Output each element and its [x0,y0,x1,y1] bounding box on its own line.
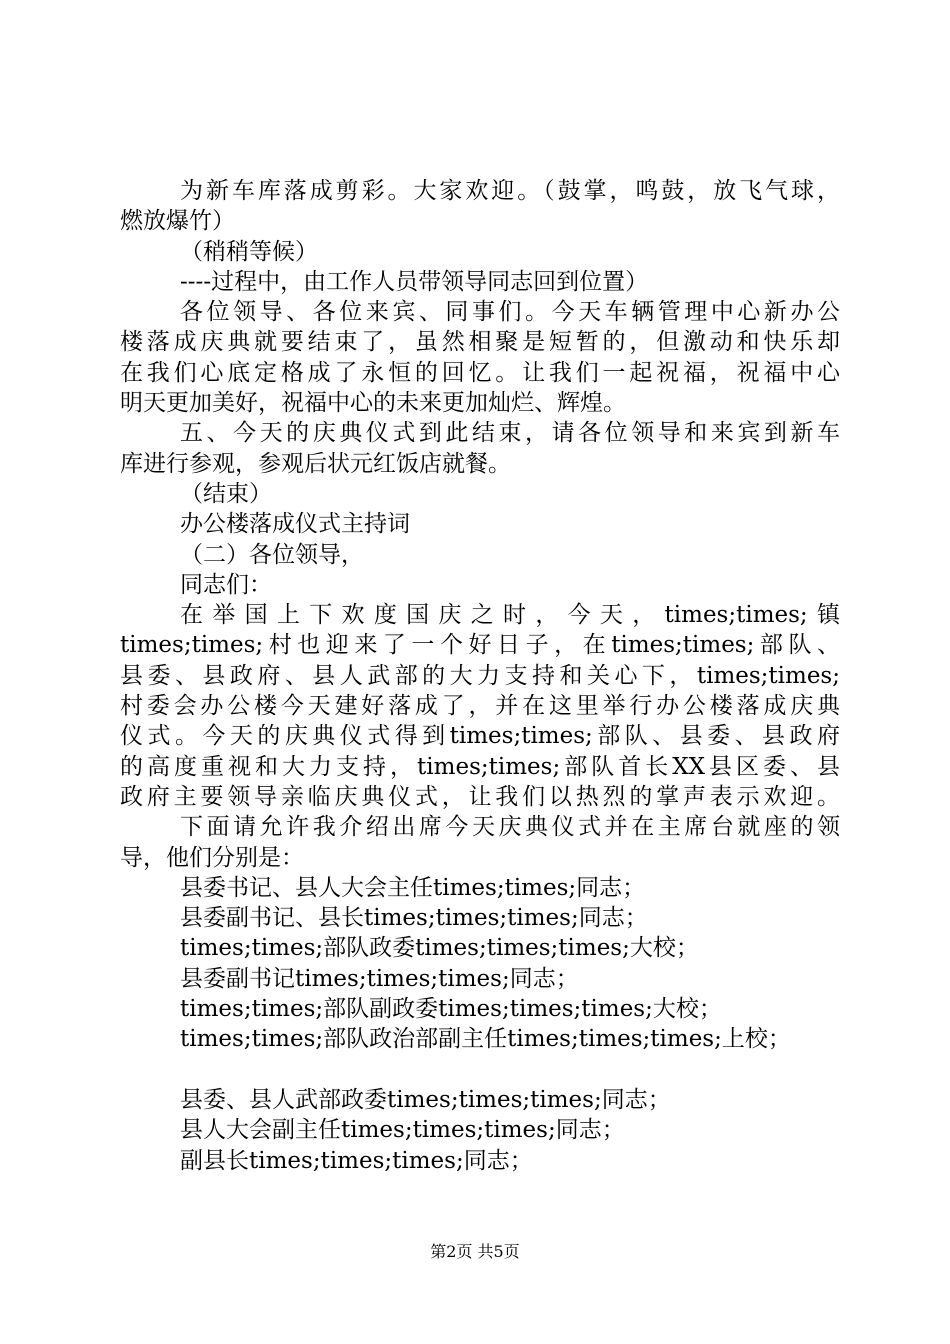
text-line: 同志们： [180,571,272,598]
text-line: 县委副书记、县长times;times;times;同志； [180,905,648,932]
text-line: （二）各位领导， [180,541,364,568]
page-number-footer: 第2页 共5页 [430,1242,520,1261]
text-line: times;times;部队政委times;times;times;大校； [180,935,699,962]
text-line: 副县长times;times;times;同志； [180,1147,533,1174]
text-line: 的高度重视和大力支持，times;times;部队首长XX县区委、县 [120,753,840,780]
text-line: 县委、县人武部政委times;times;times;同志； [180,1086,671,1113]
text-line: 办公楼落成仪式主持词 [180,511,410,538]
text-line: 县委副书记times;times;times;同志； [180,965,579,992]
text-line: 五、今天的庆典仪式到此结束，请各位领导和来宾到新车 [180,420,840,447]
text-line: 县人大会副主任times;times;times;同志； [180,1117,625,1144]
text-line: 下面请允许我介绍出席今天庆典仪式并在主席台就座的领 [180,814,840,841]
text-line: 楼落成庆典就要结束了，虽然相聚是短暂的，但激动和快乐却 [120,329,840,356]
text-line: 政府主要领导亲临庆典仪式，让我们以热烈的掌声表示欢迎。 [120,783,840,810]
text-line: 各位领导、各位来宾、同事们。今天车辆管理中心新办公 [180,299,840,326]
text-line: 在我们心底定格成了永恒的回忆。让我们一起祝福，祝福中心 [120,359,840,386]
text-line: times;times;部队政治部副主任times;times;times;上校； [180,1026,791,1053]
text-line: 县委书记、县人大会主任times;times;同志； [180,874,646,901]
text-line: 仪式。今天的庆典仪式得到times;times;部队、县委、县政府 [120,723,840,750]
text-line: times;times;村也迎来了一个好日子，在times;times;部队、 [120,632,840,659]
text-line: （稍稍等候） [180,238,318,265]
text-line: 导，他们分别是： [120,844,304,871]
text-line: 村委会办公楼今天建好落成了，并在这里举行办公楼落成庆典 [120,693,840,720]
text-line: 燃放爆竹） [120,208,235,235]
text-line: ----过程中，由工作人员带领导同志回到位置） [180,268,649,295]
text-line: 明天更加美好，祝福中心的未来更加灿烂、辉煌。 [120,390,626,417]
text-line: 县委、县政府、县人武部的大力支持和关心下，times;times; [120,662,840,689]
blank-line [120,1055,840,1085]
text-line: 在举国上下欢度国庆之时，今天，times;times;镇 [180,602,840,629]
text-line: 为新车库落成剪彩。大家欢迎。（鼓掌，鸣鼓，放飞气球， [180,178,840,204]
text-line: （结束） [180,480,272,507]
document-body [120,176,840,1176]
text-line: times;times;部队副政委times;times;times;大校； [180,996,722,1023]
text-line: 库进行参观，参观后状元红饭店就餐。 [120,450,511,477]
